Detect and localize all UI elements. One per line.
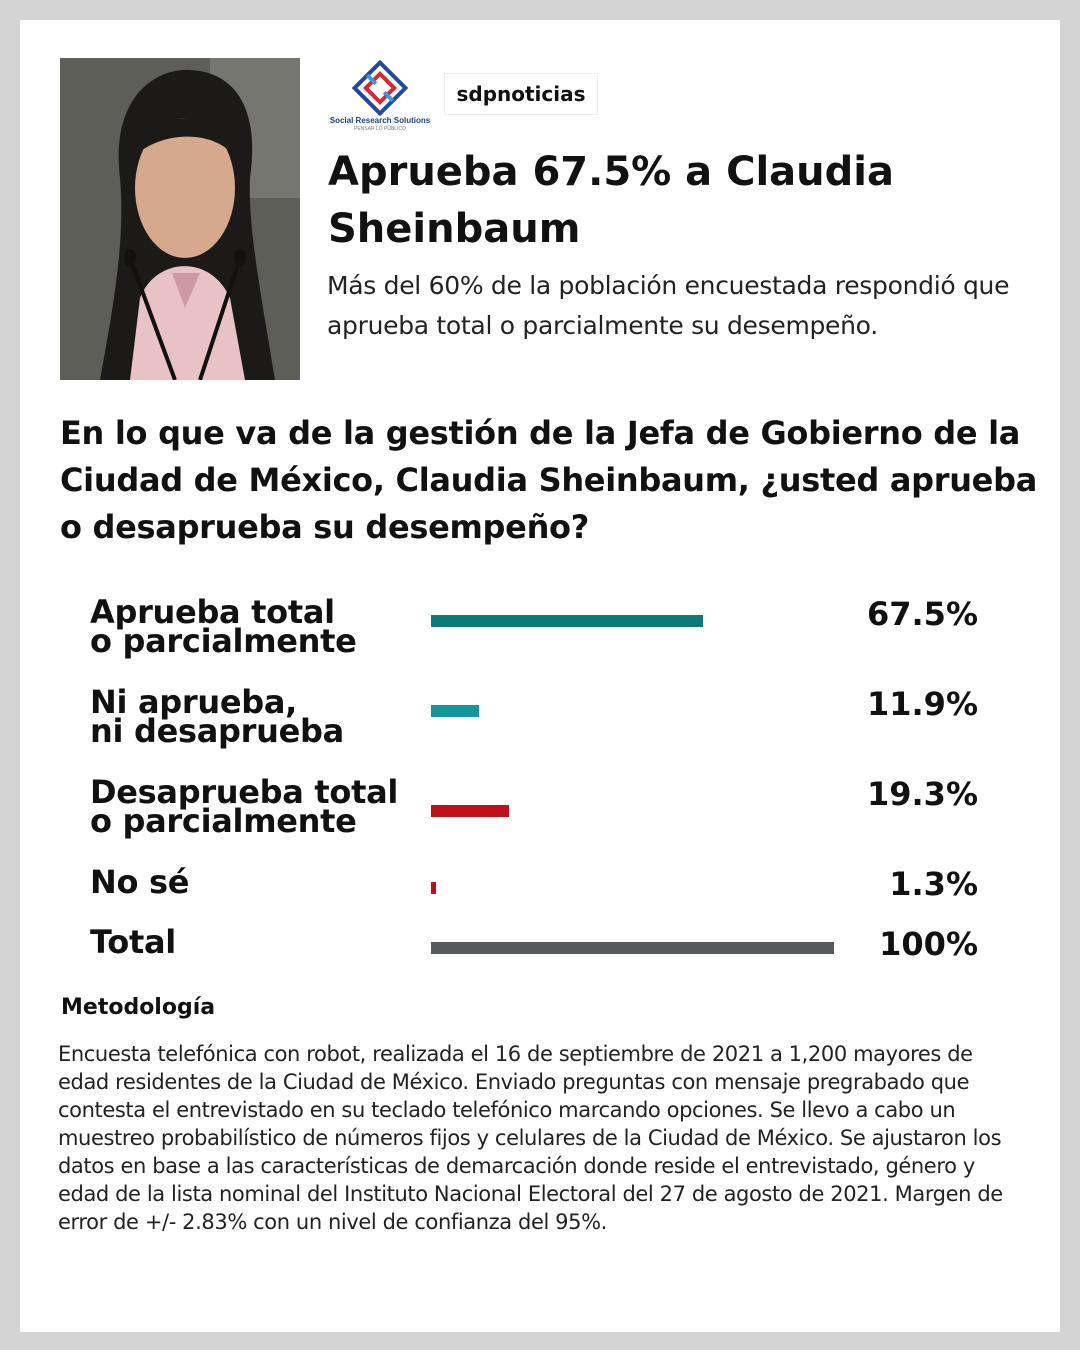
value-label: 1.3% [889, 865, 978, 903]
methodology-text: Encuesta telefónica con robot, realizada el 16 de septiembre de 2021 a 1,200 mayores de edad residentes de la Ciudad de México. Enviado preguntas con mensaje pregrabado que contesta el entrevistado en su teclado telefónico marcando opciones. Se llevo a cabo un muestreo probabilístico de números fijos y celulares de la Ciudad de México. Se ajustaron los datos en base a las características de demarcación donde reside el entrevistado, género y edad de la lista nominal del Instituto Nacional Electoral del 27 de agosto de 2021. Margen de error de +/- 2.83% con un nivel de confianza del 95%. [58, 1042, 1003, 1234]
methodology-title: Metodología [61, 995, 216, 1020]
sdpnoticias-logo: sdpnoticias [445, 74, 597, 114]
bar [431, 882, 436, 894]
category-label: Aprueba total o parcialmente [90, 593, 357, 660]
portrait-photo [60, 58, 300, 380]
bar [431, 805, 509, 817]
survey-question: En lo que va de la gestión de la Jefa de Gobierno de la Ciudad de México, Claudia Sheinbaum, ¿usted aprueba o desaprueba su desempeño? [60, 414, 1037, 546]
category-label: No sé [90, 863, 190, 901]
value-label: 19.3% [866, 775, 978, 813]
value-label: 100% [879, 925, 978, 963]
srs-logo-tagline: PENSAR LO PÚBLICO [354, 126, 406, 132]
subheadline: Más del 60% de la población encuestada respondió que aprueba total o parcialmente su desempeño. [327, 271, 1010, 340]
social-research-solutions-logo [325, 60, 435, 130]
srs-logo-name: Social Research Solutions [329, 116, 431, 125]
bar [431, 705, 479, 717]
infographic-card [20, 20, 1060, 1332]
value-label: 11.9% [866, 685, 978, 723]
bar [431, 942, 834, 954]
category-label: Total [90, 923, 176, 961]
value-label: 67.5% [866, 595, 978, 633]
category-label: Ni aprueba, ni desaprueba [90, 683, 344, 750]
category-label: Desaprueba total o parcialmente [90, 773, 399, 840]
bar [431, 615, 703, 627]
headline: Aprueba 67.5% a Claudia Sheinbaum [328, 149, 894, 252]
